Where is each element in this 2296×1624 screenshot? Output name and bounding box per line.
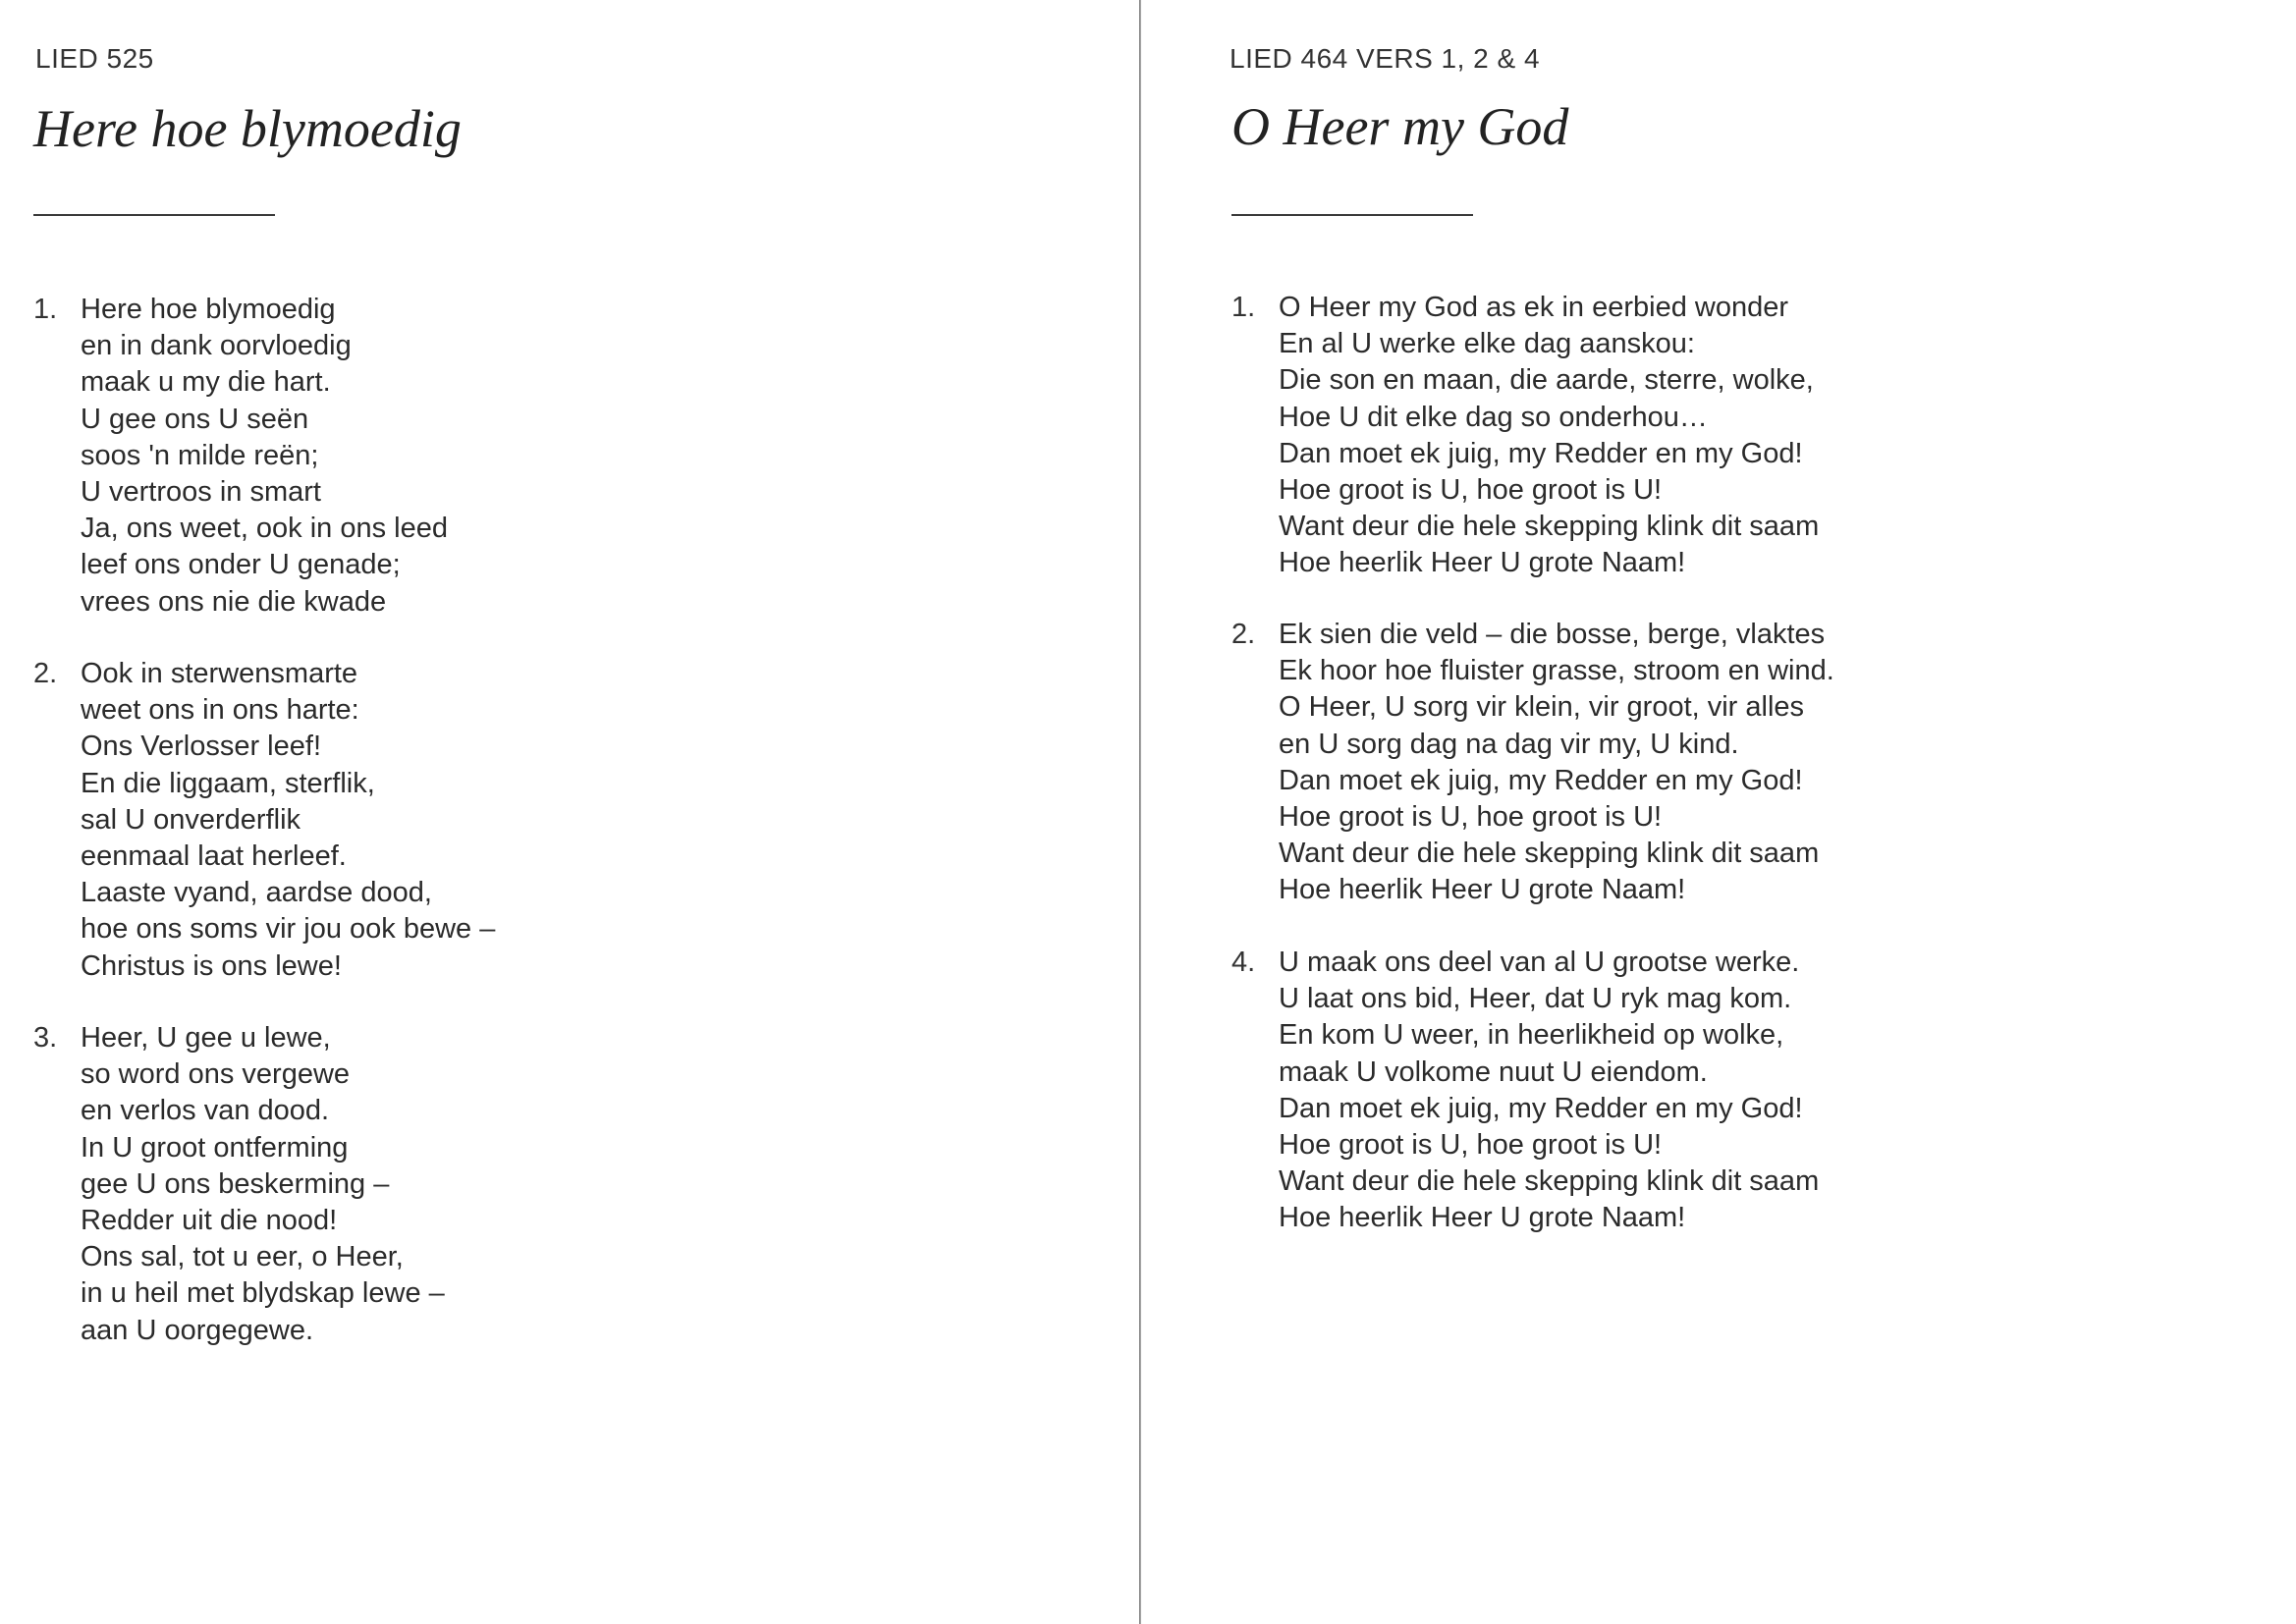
verse-line: Ons Verlosser leef! [81, 731, 321, 763]
verse-number: 1. [33, 294, 58, 325]
verse-line: Heer, U gee u lewe, [81, 1022, 331, 1054]
verse-line: maak u my die hart. [81, 366, 331, 399]
verse-line: soos 'n milde reën; [81, 439, 319, 471]
verse-line: en U sorg dag na dag vir my, U kind. [1279, 728, 1739, 760]
verse-line: Hoe heerlik Heer U grote Naam! [1279, 547, 1686, 579]
verse-lines [1279, 290, 1819, 582]
hymn-title: O Heer my God [1231, 97, 1569, 156]
verse-line: Want deur die hele skepping klink dit saam [1279, 838, 1820, 870]
verse-line: in u heil met blydskap lewe – [81, 1277, 445, 1310]
verse-line: U laat ons bid, Heer, dat U ryk mag kom. [1279, 983, 1792, 1015]
verse-number: 3. [33, 1022, 58, 1054]
verse-line: Want deur die hele skepping klink dit saam [1279, 511, 1820, 543]
hymn-number: LIED 525 [35, 43, 154, 74]
title-divider [33, 214, 275, 216]
verse-line: En al U werke elke dag aanskou: [1279, 328, 1695, 360]
verse-lines [81, 1020, 445, 1349]
title-divider [1231, 214, 1473, 216]
verse-line: Dan moet ek juig, my Redder en my God! [1279, 764, 1803, 796]
verse-line: Ek sien die veld – die bosse, berge, vlaktes [1279, 619, 1826, 650]
verse-number: 1. [1231, 292, 1256, 323]
verse-line: Hoe heerlik Heer U grote Naam! [1279, 874, 1686, 906]
verse-line: gee U ons beskerming – [81, 1167, 390, 1200]
verse-line: Hoe U dit elke dag so onderhou… [1279, 401, 1708, 433]
verse-line: weet ons in ons harte: [81, 694, 359, 727]
verse-line: sal U onverderflik [81, 803, 301, 836]
verse-line: maak U volkome nuut U eiendom. [1279, 1056, 1708, 1088]
verse-lines [81, 292, 448, 621]
verse-line: Here hoe blymoedig [81, 294, 336, 325]
verse-line: En kom U weer, in heerlikheid op wolke, [1279, 1019, 1784, 1052]
verse-line: en in dank oorvloedig [81, 330, 352, 362]
verse-line: Laaste vyand, aardse dood, [81, 877, 432, 909]
verse-number: 2. [1231, 619, 1256, 650]
verse-lines [81, 656, 495, 985]
verse-line: Die son en maan, die aarde, sterre, wolke, [1279, 364, 1814, 397]
verse-line: so word ons vergewe [81, 1058, 351, 1091]
hymn-title: Here hoe blymoedig [33, 99, 462, 158]
left-page [0, 0, 1139, 1624]
verse-lines [1279, 617, 1834, 909]
verse-line: Hoe groot is U, hoe groot is U! [1279, 801, 1663, 834]
right-page [1141, 0, 2296, 1624]
verse-number: 4. [1231, 947, 1256, 978]
verse-lines [1279, 945, 1819, 1237]
verse-line: vrees ons nie die kwade [81, 585, 387, 618]
verse-line: U vertroos in smart [81, 476, 321, 509]
verse-line: en verlos van dood. [81, 1095, 330, 1127]
verse-line: Want deur die hele skepping klink dit saam [1279, 1165, 1820, 1198]
verse-line: aan U oorgegewe. [81, 1314, 313, 1346]
hymn-number: LIED 464 VERS 1, 2 & 4 [1230, 43, 1541, 74]
verse-line: Christus is ons lewe! [81, 949, 342, 982]
verse-line: hoe ons soms vir jou ook bewe – [81, 913, 496, 946]
verse-line: eenmaal laat herleef. [81, 840, 347, 873]
verse-line: U gee ons U seën [81, 403, 309, 435]
verse-line: Ook in sterwensmarte [81, 658, 358, 689]
verse-line: Hoe heerlik Heer U grote Naam! [1279, 1202, 1686, 1234]
verse-line: Ek hoor hoe fluister grasse, stroom en wind. [1279, 655, 1834, 687]
verse-line: Dan moet ek juig, my Redder en my God! [1279, 437, 1803, 469]
verse-line: Hoe groot is U, hoe groot is U! [1279, 1129, 1663, 1162]
verse-line: En die liggaam, sterflik, [81, 767, 375, 799]
verse-line: Dan moet ek juig, my Redder en my God! [1279, 1092, 1803, 1124]
verse-number: 2. [33, 658, 58, 689]
verse-line: U maak ons deel van al U grootse werke. [1279, 947, 1800, 978]
verse-line: In U groot ontferming [81, 1131, 349, 1164]
verse-line: O Heer, U sorg vir klein, vir groot, vir alles [1279, 691, 1805, 724]
verse-line: Ons sal, tot u eer, o Heer, [81, 1241, 404, 1273]
verse-line: O Heer my God as ek in eerbied wonder [1279, 292, 1789, 323]
verse-line: Hoe groot is U, hoe groot is U! [1279, 474, 1663, 507]
verse-line: leef ons onder U genade; [81, 549, 401, 581]
verse-line: Ja, ons weet, ook in ons leed [81, 513, 449, 545]
verse-line: Redder uit die nood! [81, 1205, 338, 1237]
